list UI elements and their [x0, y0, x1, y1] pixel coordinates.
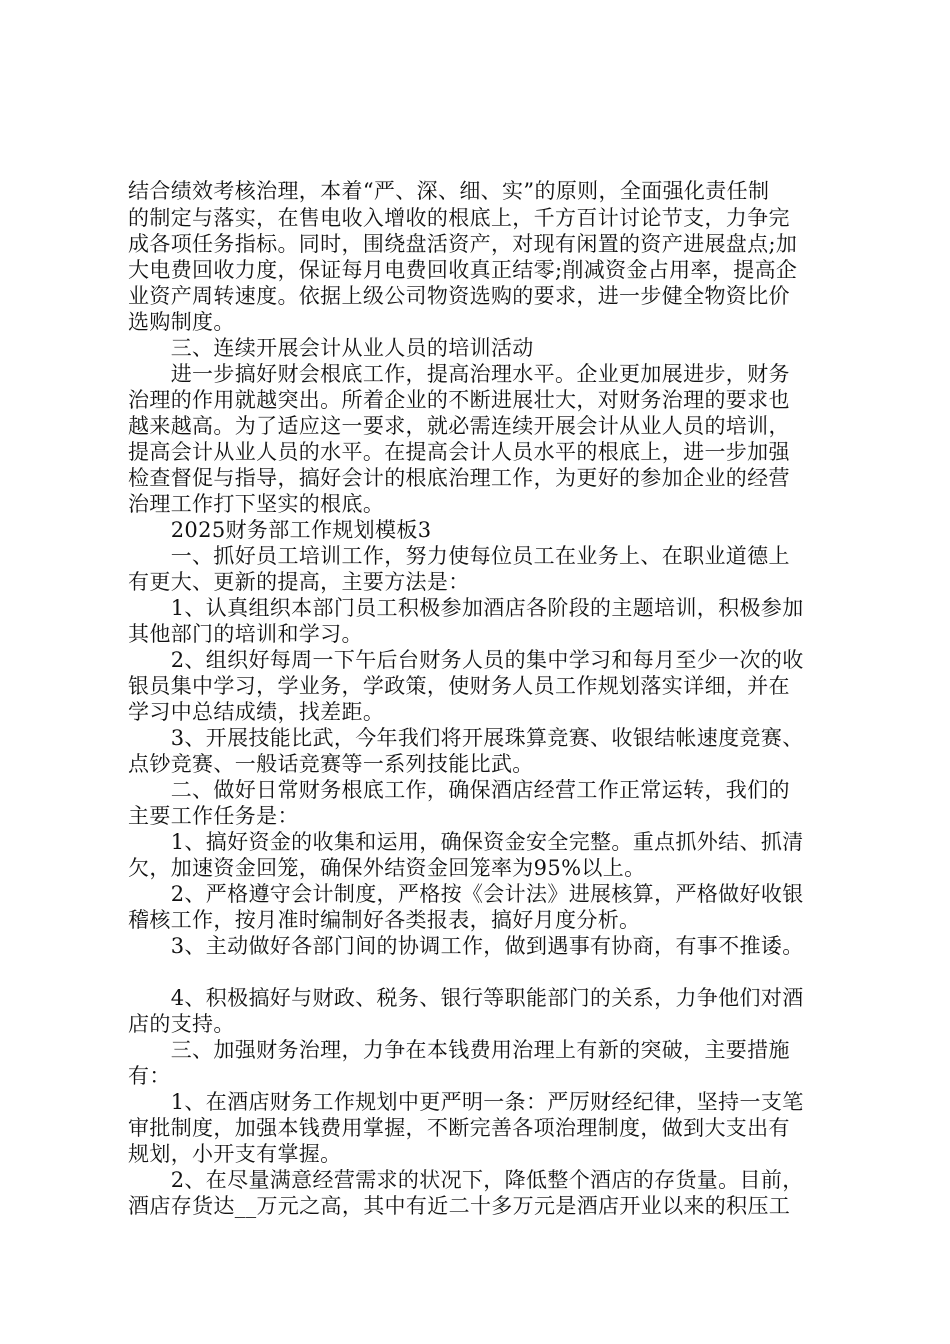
text-line: 治理的作用就越突出。所着企业的不断进展壮大，对财务治理的要求也: [128, 388, 790, 412]
text-line: 欠，加速资金回笼，确保外结资金回笼率为95%以上。: [128, 856, 646, 880]
text-line: 其他部门的培训和学习。: [128, 622, 363, 646]
text-line: 越来越高。为了适应这一要求，就必需连续开展会计从业人员的培训，: [128, 414, 790, 438]
text-line: 3、主动做好各部门间的协调工作，做到遇事有协商，有事不推诿。: [128, 934, 804, 958]
text-line: 选购制度。: [128, 310, 235, 334]
text-line: 业资产周转速度。依据上级公司物资选购的要求，进一步健全物资比价: [128, 284, 790, 308]
text-line: 1、在酒店财务工作规划中更严明一条：严厉财经纪律，坚持一支笔: [128, 1090, 804, 1114]
text-line: 主要工作任务是：: [128, 804, 299, 828]
document-title: 2025财务部工作规划模板3: [128, 518, 432, 542]
text-line: 检查督促与指导，搞好会计的根底治理工作，为更好的参加企业的经营: [128, 466, 790, 490]
text-line: 2、组织好每周一下午后台财务人员的集中学习和每月至少一次的收: [128, 648, 804, 672]
text-line: 2、严格遵守会计制度，严格按《会计法》进展核算，严格做好收银: [128, 882, 804, 906]
text-line: 2、在尽量满意经营需求的状况下，降低整个酒店的存货量。目前，: [128, 1168, 804, 1192]
text-line: 一、抓好员工培训工作，努力使每位员工在业务上、在职业道德上: [128, 544, 790, 568]
text-line: 学习中总结成绩，找差距。: [128, 700, 385, 724]
text-line: 稽核工作，按月准时编制好各类报表，搞好月度分析。: [128, 908, 641, 932]
text-line: 二、做好日常财务根底工作，确保酒店经营工作正常运转，我们的: [128, 778, 790, 802]
text-line: 点钞竞赛、一般话竞赛等一系列技能比武。: [128, 752, 534, 776]
text-line: 4、积极搞好与财政、税务、银行等职能部门的关系，力争他们对酒: [128, 986, 804, 1010]
text-line: 1、搞好资金的收集和运用，确保资金安全完整。重点抓外结、抓清: [128, 830, 804, 854]
text-line: 酒店存货达__万元之高，其中有近二十多万元是酒店开业以来的积压工: [128, 1194, 791, 1218]
text-line: 店的支持。: [128, 1012, 235, 1036]
text-line: 的制定与落实，在售电收入增收的根底上，千方百计讨论节支，力争完: [128, 206, 790, 230]
text-line: 三、加强财务治理，力争在本钱费用治理上有新的突破，主要措施: [128, 1038, 790, 1062]
text-line: 1、认真组织本部门员工积极参加酒店各阶段的主题培训，积极参加: [128, 596, 804, 620]
text-line: 进一步搞好财会根底工作，提高治理水平。企业更加展进步，财务: [128, 362, 790, 386]
text-line: 规划，小开支有掌握。: [128, 1142, 342, 1166]
text-line: 结合绩效考核治理，本着“严、深、细、实”的原则，全面强化责任制: [128, 179, 770, 203]
text-line: 有：: [128, 1064, 171, 1088]
text-line: 治理工作打下坚实的根底。: [128, 492, 385, 516]
text-line: 成各项任务指标。同时，围绕盘活资产，对现有闲置的资产进展盘点;加: [128, 232, 798, 256]
section-heading: 三、连续开展会计从业人员的培训活动: [128, 336, 534, 360]
text-line: 审批制度，加强本钱费用掌握，不断完善各项治理制度，做到大支出有: [128, 1116, 790, 1140]
text-line: 有更大、更新的提高，主要方法是：: [128, 570, 470, 594]
text-line: 大电费回收力度，保证每月电费回收真正结零;削减资金占用率，提高企: [128, 258, 798, 282]
text-line: 银员集中学习，学业务，学政策，使财务人员工作规划落实详细，并在: [128, 674, 790, 698]
text-line: 提高会计从业人员的水平。在提高会计人员水平的根底上，进一步加强: [128, 440, 790, 464]
text-line: 3、开展技能比武，今年我们将开展珠算竞赛、收银结帐速度竞赛、: [128, 726, 804, 750]
